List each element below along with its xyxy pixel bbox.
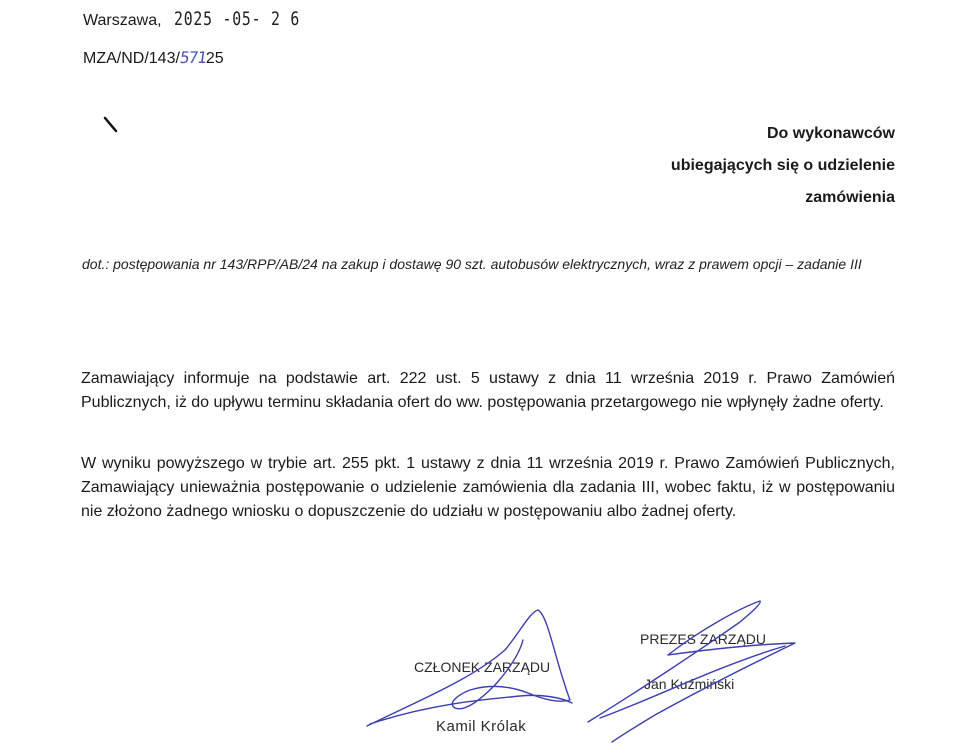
board-member-label: CZŁONEK ZARZĄDU [414, 659, 551, 675]
reference-number [83, 48, 224, 68]
addressee-line-2: ubiegających się o udzielenie [670, 157, 895, 174]
body-paragraph-1: Zamawiający informuje na podstawie art. 222 ust. 5 ustawy z dnia 11 września 2019 r. Prawo Zamówień Publicznych, iż do upływu terminu składania ofert do ww. postępowania przetargowego nie wpłynęły żadne oferty. [81, 370, 895, 411]
reference-prefix: MZA/ND/143/ [83, 50, 180, 67]
addressee-line-3: zamówienia [805, 189, 895, 206]
addressee-block [671, 118, 895, 214]
subject-line: dot.: postępowania nr 143/RPP/AB/24 na zakup i dostawę 90 szt. autobusów elektrycznych, wraz z prawem opcji – zadanie III [82, 256, 862, 272]
president-name: Jan Kuźmiński [644, 676, 735, 692]
handwritten-reference-number: 571 [178, 48, 208, 67]
board-member-name: Kamil Królak [436, 718, 527, 735]
addressee-line-1: Do wykonawców [766, 125, 895, 142]
tick-mark-icon [103, 116, 119, 134]
reference-suffix: 25 [205, 50, 224, 67]
handwritten-date: 2025 -05- 2 6 [173, 8, 300, 30]
body-paragraph-2: W wyniku powyższego w trybie art. 255 pkt. 1 ustawy z dnia 11 września 2019 r. Prawo Zamówień Publicznych, Zamawiający unieważnia postępowanie o udzielenie zamówienia dla zadania III, wobec faktu, iż w postępowaniu nie złożono żadnego wniosku o dopuszczenie do udziału w postępowaniu albo żadnej oferty. [81, 455, 895, 520]
place-date-line [83, 8, 335, 30]
president-label: PREZES ZARZĄDU [640, 631, 767, 647]
city-label: Warszawa, [83, 12, 162, 29]
president-signature [588, 601, 795, 742]
